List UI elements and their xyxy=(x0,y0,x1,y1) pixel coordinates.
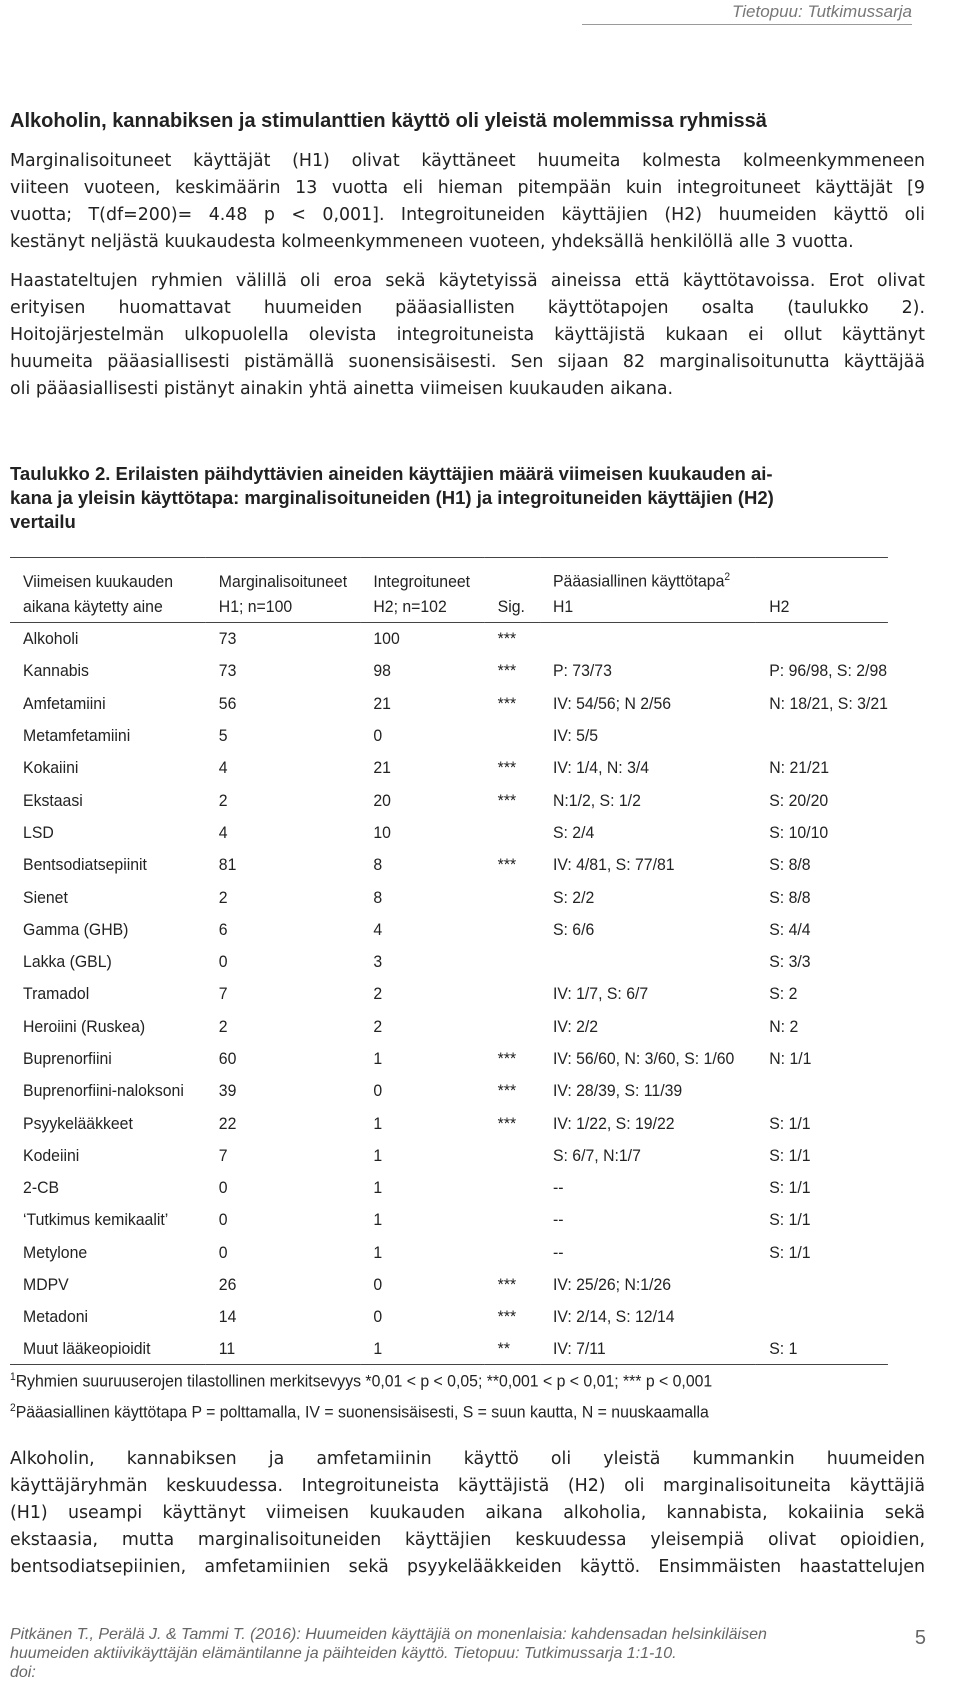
paragraph-line: ekstaasia, mutta marginalisoituneiden käyttäjien keskuudessa yleisempiä olivat opioidien, xyxy=(10,1530,925,1550)
table-cell: 2 xyxy=(218,887,228,907)
table-cell: 1 xyxy=(373,1113,383,1133)
table-cell: Buprenorfiini xyxy=(23,1049,112,1068)
table-cell: Gamma (GHB) xyxy=(23,919,129,939)
table-cell: Heroiini (Ruskea) xyxy=(23,1016,146,1036)
table-cell: 2-CB xyxy=(23,1178,60,1198)
table-cell: 7 xyxy=(218,1145,228,1165)
paragraph-line: kestänyt neljästä kuukaudesta kolmeenkymmeneen vuoteen, yhdeksällä henkilöllä alle 3 vuotta. xyxy=(10,232,854,252)
table-cell: IV: 56/60, N: 3/60, S: 1/60 xyxy=(552,1049,735,1068)
paragraph-line: huumeita pääasiallisesti pistämällä suonensisäisesti. Sen sijaan 82 marginalisoitunutta käyttäjää xyxy=(10,352,925,372)
table-cell: Lakka (GBL) xyxy=(23,952,112,972)
paragraph-line: bentsodiatsepiinien, amfetamiinien sekä psyykelääkkeiden käyttö. Ensimmäisten haastattelujen xyxy=(10,1557,925,1577)
page-number: 5 xyxy=(914,1627,926,1649)
table-cell xyxy=(485,720,540,752)
table-cell: N: 2 xyxy=(769,1016,799,1036)
table-row xyxy=(10,720,888,752)
table-row xyxy=(10,1301,888,1333)
table-cell: IV: 7/11 xyxy=(540,1334,756,1365)
table-cell: N: 18/21, S: 3/21 xyxy=(769,693,888,713)
table-cell: S: 1 xyxy=(756,1334,888,1365)
table-row xyxy=(10,752,888,784)
table-cell: *** xyxy=(497,1049,517,1068)
table-cell: S: 1/1 xyxy=(769,1113,811,1133)
paragraph-2 xyxy=(10,268,925,403)
table-cell: 0 xyxy=(373,1307,383,1327)
paragraph-line: vuotta; T(df=200)= 4.48 p < 0,001]. Integroituneiden käyttäjien (H2) huumeiden käyttö oli xyxy=(10,205,925,225)
table-cell: 1 xyxy=(373,1242,383,1262)
table-cell: 4 xyxy=(373,919,383,939)
table-cell: MDPV xyxy=(23,1275,69,1295)
table-cell: -- xyxy=(552,1242,564,1262)
footnote-text: Ryhmien suuruuserojen tilastollinen merkitsevyys *0,01 < p < 0,05; **0,001 < p < 0,01; *** p < 0,001 xyxy=(15,1371,713,1391)
table-cell: 1 xyxy=(360,1334,484,1365)
table-cell: 8 xyxy=(373,887,383,907)
column-header: H2 xyxy=(756,592,888,623)
table-cell: 1 xyxy=(373,1145,383,1165)
paragraph-line: oli pääasiallisesti pistänyt ainakin yhtä ainetta viimeisen kuukauden aikana. xyxy=(10,379,674,399)
table-cell: IV: 2/2 xyxy=(552,1016,599,1036)
caption-line: kana ja yleisin käyttötapa: marginalisoituneiden (H1) ja integroituneiden käyttäjien (H2) xyxy=(10,487,774,508)
table-cell xyxy=(485,914,540,946)
table-cell: 0 xyxy=(373,726,383,746)
table-cell: 0 xyxy=(218,1178,228,1198)
table-cell: S: 6/7, N:1/7 xyxy=(552,1145,641,1165)
table-cell: ** xyxy=(485,1334,540,1365)
table-cell: Amfetamiini xyxy=(23,693,106,713)
table-row xyxy=(10,1043,888,1075)
table-cell: S: 1/1 xyxy=(769,1178,811,1198)
table-cell: *** xyxy=(497,1307,517,1327)
column-header: aikana käytetty aine xyxy=(10,592,206,623)
paragraph-line: Alkoholin, kannabiksen ja amfetamiinin käyttö oli yleistä kummankin huumeiden xyxy=(10,1449,925,1469)
column-header: H1; n=100 xyxy=(206,592,361,623)
table-cell: Tramadol xyxy=(23,984,90,1004)
table-cell: ‘Tutkimus kemikaalit’ xyxy=(23,1210,169,1230)
table-cell xyxy=(485,1172,540,1204)
table-cell: *** xyxy=(497,661,517,681)
table-cell xyxy=(485,817,540,849)
citation-line: Pitkänen T., Perälä J. & Tammi T. (2016): Huumeiden käyttäjiä on monenlaisia: kahdensadan helsinkiläisen xyxy=(10,1626,767,1643)
substance-table xyxy=(10,557,888,1365)
table-cell: 3 xyxy=(373,952,383,972)
table-cell xyxy=(485,946,540,978)
table-footnotes xyxy=(10,1364,847,1425)
paragraph-line: Marginalisoituneet käyttäjät (H1) olivat käyttäneet huumeita kolmesta kolmeenkymmeneen xyxy=(10,151,925,171)
table-cell: Alkoholi xyxy=(23,629,79,649)
table-row xyxy=(10,881,888,913)
table-cell: Muut lääkeopioidit xyxy=(10,1334,206,1365)
table-cell: *** xyxy=(497,790,517,810)
table-row xyxy=(10,655,888,687)
table-cell: 0 xyxy=(218,1210,228,1230)
table-cell: IV: 1/4, N: 3/4 xyxy=(552,758,650,778)
table-cell xyxy=(485,1204,540,1236)
table-header-row xyxy=(10,592,888,623)
table-cell: 6 xyxy=(218,919,228,939)
table-cell: S: 20/20 xyxy=(769,790,829,810)
paragraph-line: Haastateltujen ryhmien välillä oli eroa sekä käytetyissä aineissa että käyttötavoissa. Erot olivat xyxy=(10,271,925,291)
table-cell: 0 xyxy=(373,1275,383,1295)
table-cell: 11 xyxy=(206,1334,361,1365)
table-cell: N: 21/21 xyxy=(769,758,830,778)
table-cell: 22 xyxy=(218,1113,237,1133)
table-cell: 98 xyxy=(373,661,391,681)
column-header: Sig. xyxy=(485,592,540,623)
footnote-number: 2 xyxy=(10,1401,16,1414)
running-header: Tietopuu: Tutkimussarja xyxy=(582,2,912,25)
table-cell: IV: 1/22, S: 19/22 xyxy=(552,1113,675,1133)
table-cell: P: 96/98, S: 2/98 xyxy=(769,661,888,681)
caption-line: Taulukko 2. Erilaisten päihdyttävien aineiden käyttäjien määrä viimeisen kuukauden ai- xyxy=(10,463,773,484)
footnote xyxy=(10,1364,847,1395)
table-cell: 81 xyxy=(218,855,237,875)
table-cell xyxy=(485,881,540,913)
table-cell xyxy=(485,978,540,1010)
section-title: Alkoholin, kannabiksen ja stimulanttien käyttö oli yleistä molemmissa ryhmissä xyxy=(10,110,767,132)
paragraph-1 xyxy=(10,148,925,256)
paragraph-line: (H1) useampi käyttänyt viimeisen kuukauden aikana alkoholia, kannabista, kokaiinia sekä xyxy=(10,1503,925,1523)
table-cell: S: 2 xyxy=(769,984,798,1004)
table-cell: 73 xyxy=(218,629,237,649)
table-cell: Metamfetamiini xyxy=(23,726,131,746)
table-cell: IV: 54/56; N 2/56 xyxy=(552,693,672,713)
table-cell: N:1/2, S: 1/2 xyxy=(552,790,641,810)
table-cell xyxy=(756,1301,888,1333)
table-cell: 14 xyxy=(218,1307,237,1327)
table-cell: *** xyxy=(497,855,517,875)
table-cell: 20 xyxy=(373,790,391,810)
caption-line: vertailu xyxy=(10,511,76,532)
column-header: Viimeisen kuukauden xyxy=(10,558,206,593)
table-cell: Kokaiini xyxy=(23,758,79,778)
table-row xyxy=(10,1107,888,1139)
table-cell: S: 3/3 xyxy=(769,952,811,972)
table-cell: 8 xyxy=(373,855,383,875)
table-cell: Metylone xyxy=(23,1242,88,1262)
table-cell: S: 4/4 xyxy=(769,919,811,939)
table-cell: 0 xyxy=(218,952,228,972)
table-cell: 1 xyxy=(373,1178,383,1198)
table-row xyxy=(10,978,888,1010)
table-row xyxy=(10,1334,888,1365)
table-cell: IV: 4/81, S: 77/81 xyxy=(552,855,675,875)
table-body xyxy=(10,623,888,1365)
paragraph-line: käyttäjäryhmän keskuudessa. Integroituneista käyttäjistä (H2) oli marginalisoituneita käyttäjiä xyxy=(10,1476,925,1496)
table-cell: 56 xyxy=(218,693,237,713)
table-cell: Ekstaasi xyxy=(23,790,83,810)
table-cell: S: 1/1 xyxy=(769,1242,811,1262)
table-cell: S: 8/8 xyxy=(769,887,811,907)
paragraph-line: erityisen huomattavat huumeiden pääasiallisten käyttötapojen osalta (taulukko 2). xyxy=(10,298,925,318)
table-cell xyxy=(756,623,888,656)
table-row xyxy=(10,1269,888,1301)
table-cell: Metadoni xyxy=(23,1307,89,1327)
table-row xyxy=(10,946,888,978)
table-cell: 1 xyxy=(373,1210,383,1230)
table-row xyxy=(10,784,888,816)
footnote xyxy=(10,1395,847,1426)
table-cell: S: 10/10 xyxy=(769,822,829,842)
table-cell: *** xyxy=(497,1275,517,1295)
table-cell: 39 xyxy=(218,1081,237,1101)
table-cell: S: 1/1 xyxy=(769,1145,811,1165)
substance-table-container xyxy=(10,557,954,1365)
table-cell: 10 xyxy=(373,822,391,842)
table-cell: Sienet xyxy=(23,887,68,907)
table-cell: S: 2/4 xyxy=(552,822,595,842)
citation-line: huumeiden aktiivikäyttäjän elämäntilanne ja päihteiden käyttö. Tietopuu: Tutkimussarja 1:1-10. xyxy=(10,1645,677,1662)
table-cell: Kodeiini xyxy=(23,1145,80,1165)
table-cell xyxy=(485,1140,540,1172)
footnote-number: 1 xyxy=(10,1371,16,1383)
table-cell: S: 6/6 xyxy=(552,919,595,939)
footnote-text: Pääasiallinen käyttötapa P = polttamalla, IV = suonensisäisesti, S = suun kautta, N = nuuskaamalla xyxy=(15,1402,709,1422)
table-cell: 5 xyxy=(218,726,228,746)
table-row xyxy=(10,688,888,720)
table-cell: S: 1/1 xyxy=(769,1210,811,1230)
table-cell: 26 xyxy=(218,1275,237,1295)
paragraph-3 xyxy=(10,1446,925,1581)
column-header xyxy=(756,558,888,593)
table-cell: *** xyxy=(497,693,517,713)
table-cell xyxy=(485,1237,540,1269)
table-cell xyxy=(540,623,756,656)
paragraph-line: viiteen vuoteen, keskimäärin 13 vuotta eli hieman pitempään kuin integroituneet käyttäjät [9 xyxy=(10,178,925,198)
table-cell: *** xyxy=(497,629,517,649)
table-cell: 2 xyxy=(373,984,383,1004)
table-cell: N: 1/1 xyxy=(769,1049,812,1068)
table-cell: IV: 1/7, S: 6/7 xyxy=(552,984,649,1004)
table-cell: *** xyxy=(497,1081,517,1101)
table-cell: 0 xyxy=(218,1242,228,1262)
table-row xyxy=(10,1237,888,1269)
table-cell: IV: 25/26; N:1/26 xyxy=(552,1275,672,1295)
table-cell: 1 xyxy=(373,1049,383,1068)
table-cell: *** xyxy=(497,1113,517,1133)
table-header-row xyxy=(10,558,888,593)
table-row xyxy=(10,849,888,881)
table-cell xyxy=(756,720,888,752)
table-cell xyxy=(756,1269,888,1301)
column-header: Integroituneet xyxy=(360,558,484,593)
table-cell: P: 73/73 xyxy=(552,661,612,681)
table-cell xyxy=(756,1075,888,1107)
table-cell: -- xyxy=(552,1178,564,1198)
table-row xyxy=(10,1011,888,1043)
table-caption xyxy=(10,462,910,534)
column-header xyxy=(540,558,756,593)
table-row xyxy=(10,623,888,656)
table-row xyxy=(10,1140,888,1172)
doi-label: doi: xyxy=(10,1664,36,1681)
table-row xyxy=(10,1204,888,1236)
table-cell: Bentsodiatsepiinit xyxy=(23,855,147,875)
table-cell: 100 xyxy=(373,629,400,649)
table-cell: 4 xyxy=(218,758,228,778)
table-cell: Kannabis xyxy=(23,661,89,681)
table-cell: 2 xyxy=(373,1016,383,1036)
column-header: Marginalisoituneet xyxy=(206,558,361,593)
table-cell: 0 xyxy=(373,1081,383,1101)
table-cell: 7 xyxy=(218,984,228,1004)
paragraph-line: Hoitojärjestelmän ulkopuolella olevista integroituneista käyttäjistä kukaan ei ollut käyttänyt xyxy=(10,325,925,345)
table-cell: Buprenorfiini-naloksoni xyxy=(23,1081,184,1101)
column-header-label: Pääasiallinen käyttötapa xyxy=(552,572,725,591)
table-cell: -- xyxy=(552,1210,564,1230)
table-cell: 73 xyxy=(218,661,237,681)
table-cell: Psyykelääkkeet xyxy=(23,1113,133,1133)
table-cell xyxy=(485,1011,540,1043)
table-cell: 2 xyxy=(218,1016,228,1036)
table-cell: IV: 28/39, S: 11/39 xyxy=(552,1081,683,1101)
footnote-marker: 2 xyxy=(724,571,731,584)
table-row xyxy=(10,914,888,946)
table-cell: 4 xyxy=(218,822,228,842)
table-row xyxy=(10,1172,888,1204)
table-cell: 2 xyxy=(218,790,228,810)
table-cell: LSD xyxy=(23,822,54,842)
table-cell: *** xyxy=(497,758,517,778)
table-row xyxy=(10,1075,888,1107)
table-cell: S: 2/2 xyxy=(552,887,595,907)
table-cell: IV: 2/14, S: 12/14 xyxy=(552,1307,675,1327)
table-cell: S: 8/8 xyxy=(769,855,811,875)
column-header: H2; n=102 xyxy=(360,592,484,623)
table-cell: 21 xyxy=(373,758,391,778)
column-header: H1 xyxy=(540,592,756,623)
table-cell xyxy=(540,946,756,978)
table-cell: 60 xyxy=(218,1049,237,1068)
table-cell: IV: 5/5 xyxy=(552,726,599,746)
table-row xyxy=(10,817,888,849)
table-cell: 21 xyxy=(373,693,391,713)
page-footer xyxy=(10,1625,890,1682)
column-header xyxy=(485,558,540,593)
